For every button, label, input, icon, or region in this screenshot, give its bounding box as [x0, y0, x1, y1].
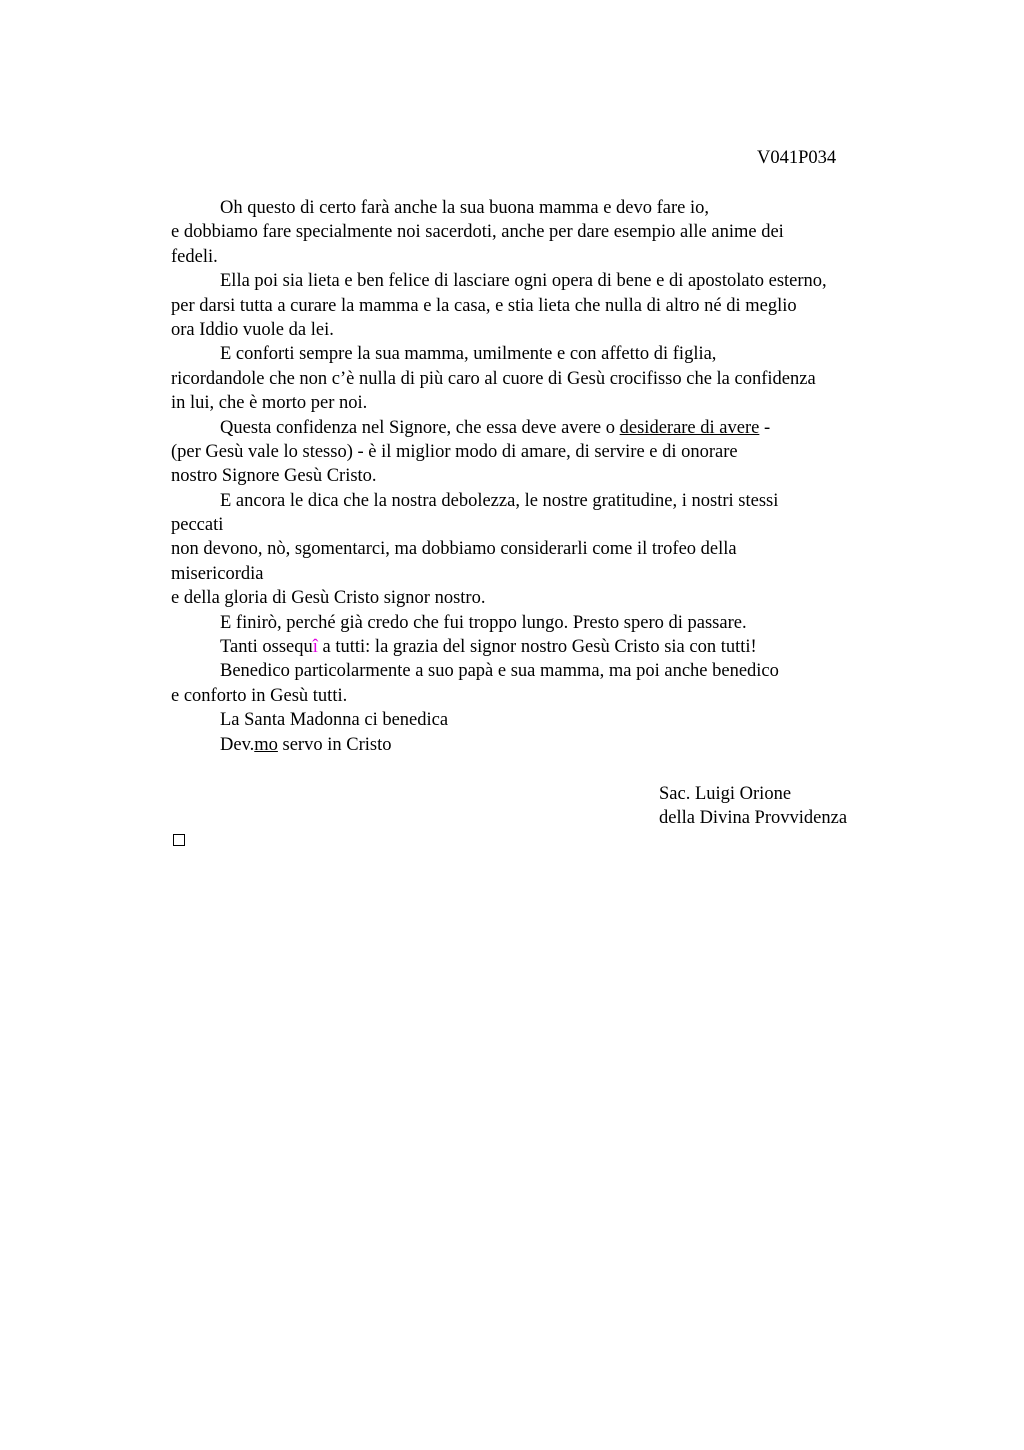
letter-line: E conforti sempre la sua mamma, umilmente e con affetto di figlia,	[220, 344, 717, 365]
letter-text: Dev.	[220, 734, 255, 755]
letter-line	[171, 416, 911, 440]
letter-line: in lui, che è morto per noi.	[171, 393, 368, 414]
letter-text: Questa confidenza nel Signore, che essa deve avere o	[220, 417, 620, 438]
letter-line: ricordandole che non c’è nulla di più caro al cuore di Gesù crocifisso che la confidenza	[171, 368, 816, 389]
letter-line	[171, 635, 911, 659]
letter-line: ora Iddio vuole da lei.	[171, 319, 334, 340]
letter-line: per darsi tutta a curare la mamma e la casa, e stia lieta che nulla di altro né di meglio	[171, 295, 797, 316]
letter-line: (per Gesù vale lo stesso) - è il miglior modo di amare, di servire e di onorare	[171, 441, 738, 462]
letter-text: servo in Cristo	[277, 734, 392, 755]
underlined-abbrev: mo	[254, 734, 278, 755]
highlighted-char: î	[312, 637, 318, 658]
signature-block	[659, 782, 847, 831]
letter-text: Tanti ossequ	[220, 637, 313, 658]
page-id: V041P034	[757, 148, 837, 168]
letter-line: e conforto in Gesù tutti.	[171, 685, 348, 706]
underlined-phrase: desiderare di avere	[619, 417, 760, 438]
letter-line: Benedico particolarmente a suo papà e sua mamma, ma poi anche benedico	[220, 661, 779, 682]
letter-line: E finirò, perché già credo che fui troppo lungo. Presto spero di passare.	[220, 612, 747, 633]
signature-congregation: della Divina Provvidenza	[659, 808, 848, 829]
letter-line: peccati	[171, 515, 224, 536]
signature-name: Sac. Luigi Orione	[659, 784, 792, 804]
letter-line: misericordia	[171, 563, 264, 584]
letter-line: fedeli.	[171, 246, 218, 267]
letter-line: e dobbiamo fare specialmente noi sacerdoti, anche per dare esempio alle anime dei	[171, 222, 784, 243]
letter-line: E ancora le dica che la nostra debolezza, le nostre gratitudine, i nostri stessi	[220, 490, 779, 511]
letter-line: non devono, nò, sgomentarci, ma dobbiamo considerarli come il trofeo della	[171, 539, 737, 560]
letter-line: La Santa Madonna ci benedica	[220, 710, 449, 731]
letter-line: e della gloria di Gesù Cristo signor nostro.	[171, 588, 486, 609]
letter-line	[171, 733, 911, 757]
letter-text: a tutti: la grazia del signor nostro Gesù Cristo sia con tutti!	[317, 637, 757, 658]
letter-body	[171, 196, 911, 757]
letter-line: Ella poi sia lieta e ben felice di lasciare ogni opera di bene e di apostolato esterno,	[220, 271, 827, 292]
letter-line: nostro Signore Gesù Cristo.	[171, 466, 377, 487]
letter-line: Oh questo di certo farà anche la sua buona mamma e devo fare io,	[220, 198, 710, 218]
letter-text: -	[759, 417, 771, 438]
end-mark-square-icon	[173, 834, 185, 846]
